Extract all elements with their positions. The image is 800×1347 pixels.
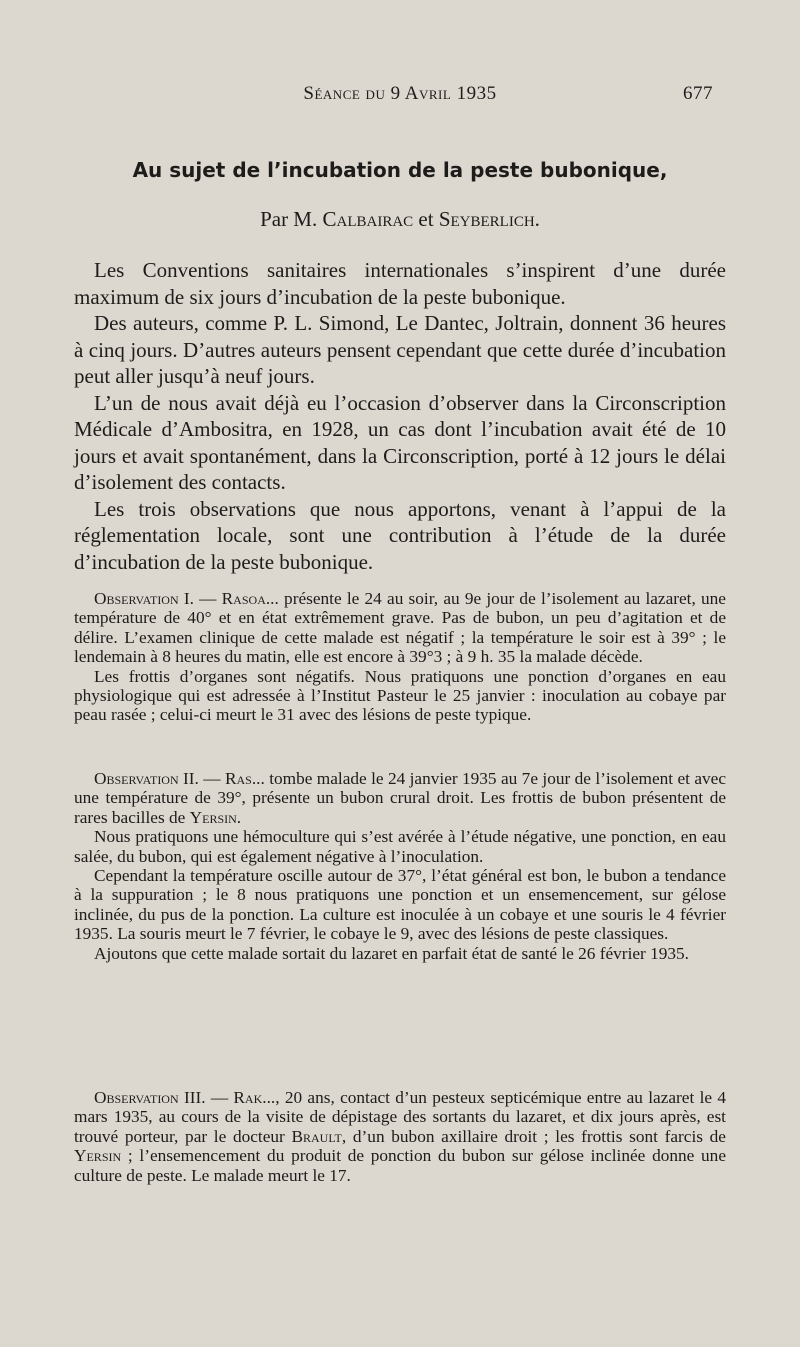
intro-paragraph: Les trois observations que nous apportons, venant à l’appui de la réglementation locale, sont une contribution à l’étude de la durée d’incubation de la peste bubonique. <box>74 496 726 574</box>
obs2-text-1: tombe malade le 24 janvier 1935 au 7e jour de l’isolement et avec une température de 39°, présente un bubon crural droit. Les frottis de bubon présentent de rares bacilles de <box>74 769 726 827</box>
intro-paragraph: Les Conventions sanitaires internationales s’inspirent d’une durée maximum de six jours d’incubation de la peste bubonique. <box>74 258 726 309</box>
page-number: 677 <box>683 83 713 104</box>
obs2-paragraph-2: Nous pratiquons une hémoculture qui s’est avérée à l’étude négative, une ponction, en eau salée, du bubon, qui est également négative à l’inoculation. <box>74 827 726 866</box>
obs2-heading: Observation II. — <box>94 769 221 788</box>
author-2: Seyberlich. <box>438 207 540 231</box>
obs3-text-3: l’ensemencement du produit de ponction du bubon sur gélose inclinée donne une culture de peste. Le malade meurt le 17. <box>74 1146 726 1185</box>
observation-1 <box>74 589 726 725</box>
obs1-patient: Rasoa... <box>221 589 279 608</box>
running-title: Séance du 9 Avril 1935 <box>303 83 497 104</box>
obs2-paragraph-1 <box>74 769 726 827</box>
byline-prefix: Par M. <box>260 207 318 231</box>
byline <box>0 207 800 232</box>
obs1-paragraph-1 <box>74 589 726 667</box>
obs2-paragraph-4: Ajoutons que cette malade sortait du lazaret en parfait état de santé le 26 février 1935. <box>94 943 689 963</box>
obs2-paragraph-3: Cependant la température oscille autour de 37°, l’état général est bon, le bubon a tendance à la suppuration ; le 8 nous pratiquons une ponction et un ensemencement, sur gélose inclinée, du pus de la ponction. La culture est inoculée à un cobaye et une souris le 4 février 1935. La souris meurt le 7 février, le cobaye le 9, avec des lésions de peste classiques. <box>74 866 726 944</box>
byline-conjunction: et <box>418 207 434 231</box>
obs3-patient: Rak..., <box>233 1088 280 1107</box>
obs3-text-2: d’un bubon axillaire droit ; les frottis sont farcis de <box>352 1126 726 1146</box>
obs2-yersin: Yersin. <box>189 807 242 827</box>
obs1-text-1: présente le 24 au soir, au 9e jour de l’isolement au lazaret, une température de 40° et en état extrêmement grave. Pas de bubon, un peu d’agitation et de délire. L’examen clinique de cette malade est négatif ; la température le soir est à 39° ; le lendemain à 8 heures du matin, elle est encore à 39°3 ; à 9 h. 35 la malade décède. <box>74 589 726 667</box>
obs3-text-1: 20 ans, contact d’un pesteux septicémique entre au lazaret le 4 mars 1935, au cours de la visite de dépistage des sortants du lazaret, et dix jours après, est trouvé porteur, par le docteur <box>74 1088 726 1146</box>
obs2-patient: Ras... <box>224 769 265 788</box>
obs1-heading: Observation I. — <box>94 589 217 608</box>
obs1-paragraph-2: Les frottis d’organes sont négatifs. Nous pratiquons une ponction d’organes en eau physiologique qui est adressée à l’Institut Pasteur le 25 janvier : inoculation au cobaye par peau rasée ; celui-ci meurt le 31 avec des lésions de peste typique. <box>74 666 726 725</box>
obs3-heading: Observation III. — <box>94 1088 229 1107</box>
observation-3 <box>74 1088 726 1185</box>
obs3-yersin: Yersin ; <box>74 1146 133 1166</box>
observation-2 <box>74 769 726 963</box>
introduction <box>74 257 726 575</box>
obs3-doctor: Brault, <box>291 1126 347 1146</box>
intro-paragraph: Des auteurs, comme P. L. Simond, Le Dantec, Joltrain, donnent 36 heures à cinq jours. D’autres auteurs pensent cependant que cette durée d’incubation peut aller jusqu’à neuf jours. <box>74 311 726 388</box>
obs3-paragraph-1 <box>74 1088 726 1185</box>
intro-paragraph: L’un de nous avait déjà eu l’occasion d’observer dans la Circonscription Médicale d’Ambositra, en 1928, un cas dont l’incubation avait été de 10 jours et avait spontanément, dans la Circonscription, porté à 12 jours le délai d’isolement des contacts. <box>74 390 726 494</box>
author-1: Calbairac <box>322 207 414 231</box>
article-title: Au sujet de l’incubation de la peste bubonique, <box>132 158 668 182</box>
